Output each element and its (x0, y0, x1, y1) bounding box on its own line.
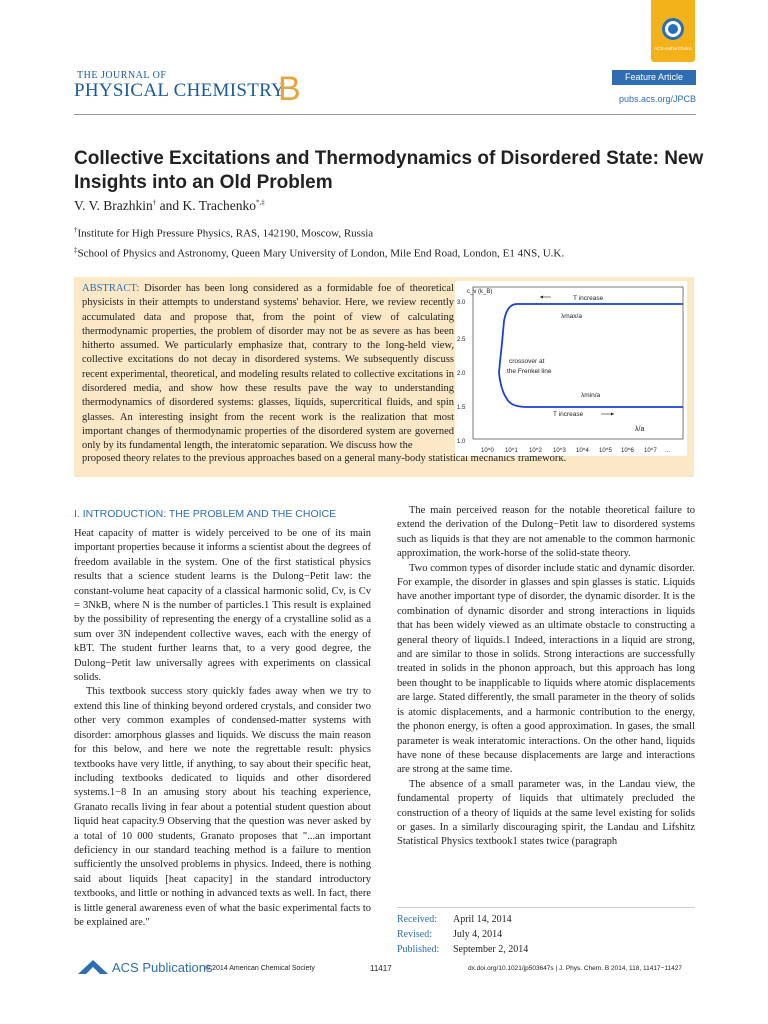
affiliation-2 (74, 246, 564, 260)
toc-annotation: crossover at (509, 358, 545, 365)
affiliation-mark: † (74, 226, 78, 234)
page-number: 11417 (370, 964, 392, 973)
toc-xtick: 10^2 (529, 448, 542, 454)
toc-xtick: 10^4 (576, 448, 589, 454)
toc-annotation: T increase (573, 295, 604, 302)
toc-xtick: 10^0 (481, 448, 494, 454)
toc-xtick: 10^5 (599, 448, 612, 454)
toc-arrowhead (540, 296, 543, 299)
header-divider (74, 114, 696, 115)
date-value: September 2, 2014 (453, 944, 529, 955)
journal-url-link[interactable]: pubs.acs.org/JPCB (618, 94, 696, 104)
journal-name-line2: PHYSICAL CHEMISTRY (74, 80, 286, 101)
toc-xtick: 10^1 (505, 448, 518, 454)
paragraph: The absence of a small parameter was, in the Landau view, the fundamental property of liquids that ultimately precluded the construction of a theory of liquids at the same level existing for solids or gases. In a similarly discouraging spirit, the Landau and Lifshitz Statistical Physics textbook1 states twice (paragraph (397, 778, 695, 848)
author-1[interactable]: V. V. Brazhkin (74, 198, 153, 213)
author-list (74, 198, 265, 214)
toc-ytick: 2.0 (457, 371, 466, 377)
toc-annotation: the Frenkel line (507, 368, 552, 375)
toc-xtick: 10^7 (644, 448, 657, 454)
toc-annotation: T increase (553, 411, 584, 418)
toc-xlabel: λ/a (635, 426, 645, 433)
toc-graphic (455, 281, 687, 456)
article-title: Collective Excitations and Thermodynamics of Disordered State: New Insights into an Old Problem (74, 148, 704, 193)
acs-logo-icon (78, 958, 108, 978)
date-label: Published: (397, 944, 440, 955)
abstract-body (82, 282, 454, 454)
toc-ylabel: c_v (k_B) (467, 289, 493, 295)
author-1-mark: † (152, 198, 157, 207)
affiliation-text: School of Physics and Astronomy, Queen Mary University of London, Mile End Road, London, E1 4NS, U.K. (77, 247, 565, 260)
badge-text: ACS AuthorChoice (654, 46, 692, 51)
toc-annotation: λmax/a (561, 313, 582, 320)
toc-xtick: 10^3 (553, 448, 566, 454)
date-value: July 4, 2014 (453, 929, 503, 940)
publication-dates (397, 907, 695, 957)
paragraph: Heat capacity of matter is widely perceived to be one of its main important properties because it informs a scientist about the degrees of freedom available in the system. One of the first statistical physics results that a science student learns is the Dulong−Petit law: the constant-volume heat capacity of a classical harmonic solid, Cv, is Cv = 3NkB, where N is the number of particles.1 This result is explained by the possibility of representing the energy of a crystalline solid as a sum over 3N independent collective waves, each with the energy of kBT. The student further learns that, to a very good degree, the Dulong−Petit law universally agrees with experiments on classical solids. (74, 528, 371, 684)
toc-xtick: ... (665, 448, 671, 454)
paragraph: The main perceived reason for the notable theoretical failure to extend the derivation of the Dulong−Petit law to disordered systems such as liquids is that they are not amenable to the common harmonic approximation, the work-horse of the solid-state theory. (397, 505, 695, 560)
authorchoice-logo-dot (668, 24, 678, 34)
journal-letter: B (278, 70, 301, 108)
publisher-name[interactable]: ACS Publications (112, 960, 213, 975)
section-heading: I. INTRODUCTION: THE PROBLEM AND THE CHOICE (74, 508, 337, 520)
affiliation-1 (74, 226, 373, 240)
date-label: Revised: (397, 929, 432, 940)
toc-annotation: λmin/a (581, 392, 601, 399)
journal-name-line1: THE JOURNAL OF (77, 70, 167, 81)
affiliation-mark: ‡ (74, 246, 78, 254)
author-2[interactable]: K. Trachenko (182, 198, 257, 213)
abstract-text: Disorder has been long considered as a formidable foe of theoretical physicists in their attempts to understand systems' behavior. Here, we review recently accumulated data and propose that, from the point of view of calculating thermodynamic properties, the problem of disorder may not be as severe as has been hitherto assumed. We particularly emphasize that, contrary to the long-held view, collective excitations do not decay in disordered systems. We subsequently discuss recent experimental, theoretical, and modeling results related to collective excitations in disordered media, and show how these results pave the way to understanding thermodynamics of disordered systems: glasses, liquids, supercritical fluids, and spin glasses. An interesting insight from the recent work is the realization that most important changes of thermodynamic properties of the disordered system are governed only by its fundamental length, the interatomic separation. We discuss how the (82, 283, 454, 452)
abstract-tail: proposed theory relates to the previous approaches based on a general many-body statistical mechanics framework. (82, 453, 567, 464)
affiliation-text: Institute for High Pressure Physics, RAS, 142190, Moscow, Russia (77, 227, 374, 240)
date-revised (397, 927, 695, 942)
author-separator: and (156, 198, 183, 213)
article-type-badge: Feature Article (612, 70, 696, 85)
abstract-label: ABSTRACT: (82, 283, 140, 294)
copyright-notice: © 2014 American Chemical Society (205, 965, 315, 972)
date-label: Received: (397, 914, 437, 925)
date-received (397, 912, 695, 927)
paragraph: This textbook success story quickly fades away when we try to extend this line of thinking beyond ordered crystals, and consider two other very common examples of condensed-matter systems with disorder: amorphous glasses and liquids. We discuss the main reason for this below, and here we note the regrettable result: physics textbooks have very little, if anything, to say about their specific heat, including textbooks dedicated to liquids and other disordered systems.1−8 In an amusing story about his teaching experience, Granato recalls living in fear about a potential student question about liquid heat capacity.9 Observing that the question was never asked by a total of 10 000 students, Granato proposes that "...an important deficiency in our standard teaching method is a failure to mention sufficiently the unsolved problems in physics. Indeed, there is nothing said about liquids [heat capacity] in the standard introductory textbooks, and little or nothing in advanced texts as well. In fact, there is little general awareness even of what the basic experimental facts to be explained are." (74, 686, 371, 928)
toc-xtick: 10^6 (621, 448, 634, 454)
toc-arrowhead (611, 413, 614, 416)
toc-ytick: 1.5 (457, 405, 466, 411)
column-right (397, 504, 695, 850)
toc-ytick: 1.0 (457, 439, 466, 445)
author-2-mark: *,‡ (256, 198, 265, 207)
doi-citation[interactable]: dx.doi.org/10.1021/jp503647s | J. Phys. Chem. B 2014, 118, 11417−11427 (468, 965, 682, 972)
date-value: April 14, 2014 (453, 914, 512, 925)
toc-ytick: 2.5 (457, 337, 466, 343)
paragraph: Two common types of disorder include static and dynamic disorder. For example, the disorder in glasses and spin glasses is static. Liquids have another important type of disorder, the dynamic disorder. It is the combination of dynamic disorder and strong interactions in liquids that has been widely viewed as an ultimate obstacle to constructing a general theory of liquids.1 Indeed, interactions in a liquid are strong, and are similar to those in solids. Strong interactions are successfully treated in solids in the phonon approach, but this approach has long been thought to be inapplicable to liquids where atomic displacements are large. Stated differently, the small parameter in the theory of solids is atomic displacements, and a harmonic contribution to the energy, the phonon energy, is often a good approximation. In gases, the small parameter is weak interatomic interactions. On the other hand, liquids have none of these because displacements are large and interactions are strong at the same time. (397, 562, 695, 776)
column-left (74, 527, 371, 930)
toc-ytick: 3.0 (457, 300, 466, 306)
date-published (397, 942, 695, 957)
